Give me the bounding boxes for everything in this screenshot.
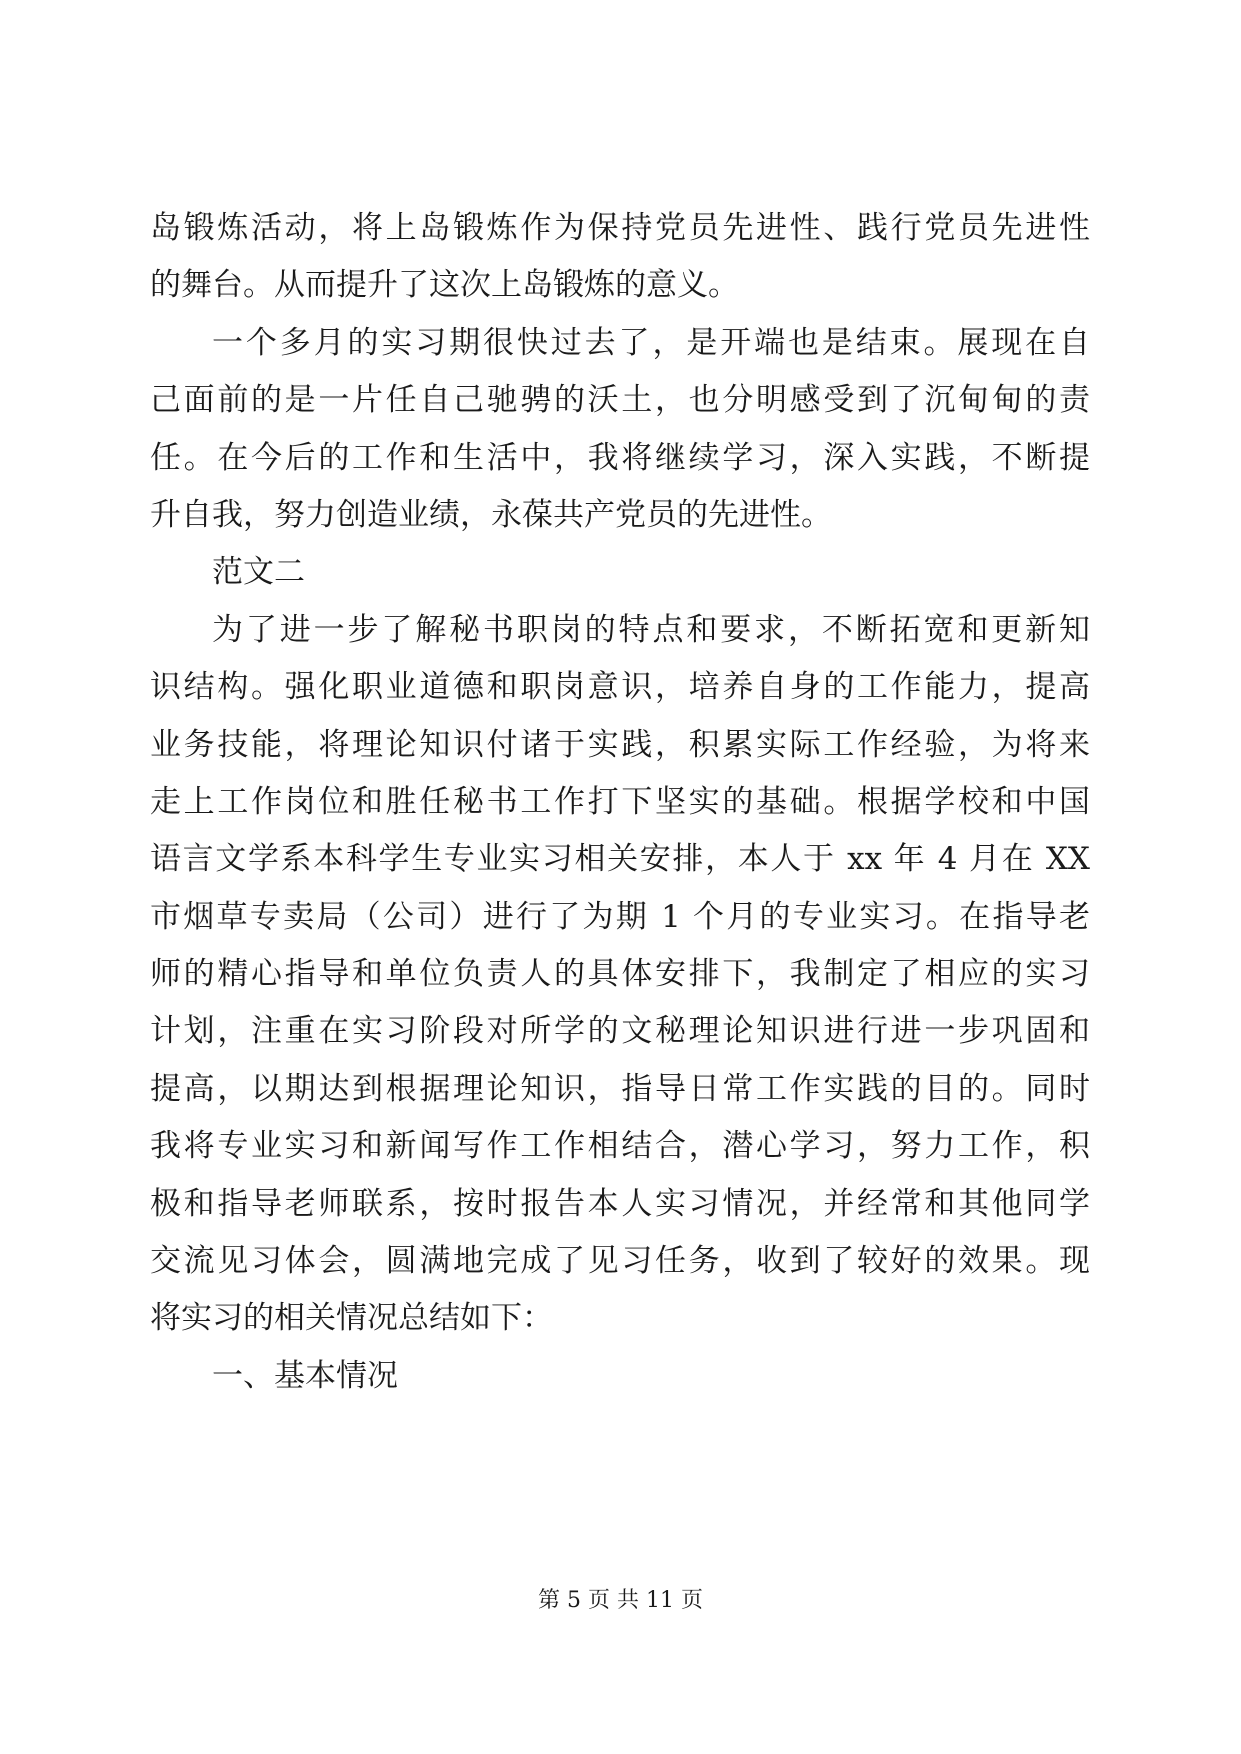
text-line: 语言文学系本科学生专业实习相关安排，本人于 xx 年 4 月在 XX <box>150 841 1090 878</box>
text-line: 市烟草专卖局（公司）进行了为期 1 个月的专业实习。在指导老 <box>150 898 1090 935</box>
text-line: 提高，以期达到根据理论知识，指导日常工作实践的目的。同时 <box>150 1070 1090 1107</box>
text-line: 我将专业实习和新闻写作工作相结合，潜心学习，努力工作，积 <box>150 1128 1090 1165</box>
text-line: 极和指导老师联系，按时报告本人实习情况，并经常和其他同学 <box>150 1185 1090 1222</box>
section-heading: 一、基本情况 <box>212 1357 398 1394</box>
text-line: 计划，注重在实习阶段对所学的文秘理论知识进行进一步巩固和 <box>150 1013 1090 1050</box>
text-line: 一个多月的实习期很快过去了，是开端也是结束。展现在自 <box>212 324 1090 361</box>
text-line: 将实习的相关情况总结如下： <box>150 1300 553 1337</box>
text-line: 的舞台。从而提升了这次上岛锻炼的意义。 <box>150 267 739 304</box>
text-line: 为了进一步了解秘书职岗的特点和要求，不断拓宽和更新知 <box>212 611 1090 648</box>
page-number-footer: 第 5 页 共 11 页 <box>538 1588 703 1613</box>
text-line: 师的精心指导和单位负责人的具体安排下，我制定了相应的实习 <box>150 956 1090 993</box>
text-line: 己面前的是一片任自己驰骋的沃土，也分明感受到了沉甸甸的责 <box>150 382 1090 419</box>
text-line: 交流见习体会，圆满地完成了见习任务，收到了较好的效果。现 <box>150 1243 1090 1280</box>
text-line: 任。在今后的工作和生活中，我将继续学习，深入实践，不断提 <box>150 439 1090 476</box>
text-line: 业务技能，将理论知识付诸于实践，积累实际工作经验，为将来 <box>150 726 1090 763</box>
text-line: 岛锻炼活动，将上岛锻炼作为保持党员先进性、践行党员先进性 <box>150 210 1090 246</box>
text-line: 走上工作岗位和胜任秘书工作打下坚实的基础。根据学校和中国 <box>150 783 1090 820</box>
text-line: 识结构。强化职业道德和职岗意识，培养自身的工作能力，提高 <box>150 669 1090 706</box>
section-heading: 范文二 <box>212 554 305 591</box>
body-text <box>150 200 1090 1405</box>
text-line: 升自我，努力创造业绩，永葆共产党员的先进性。 <box>150 496 832 533</box>
